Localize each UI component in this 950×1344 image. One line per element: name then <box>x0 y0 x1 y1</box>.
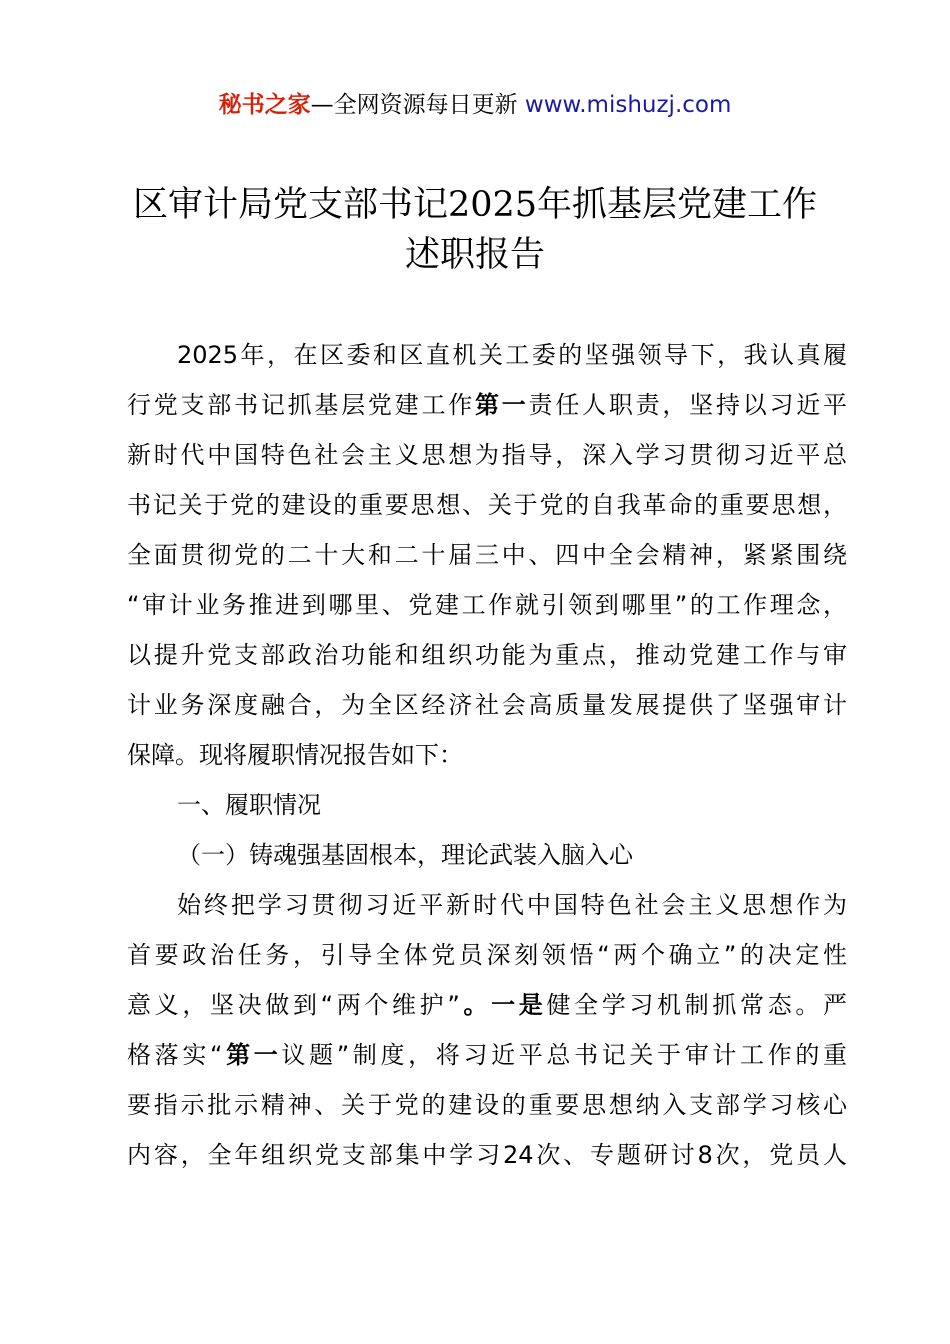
bold-text: 。一是 <box>459 991 547 1019</box>
paragraph-2-line <box>127 980 847 1030</box>
bold-text: 第一 <box>222 1041 282 1069</box>
paragraph-2-line: 内容，全年组织党支部集中学习24次、专题研讨8次，党员人 <box>127 1141 847 1169</box>
text-run: 责任人职责，坚持以习近平 <box>528 391 848 419</box>
brand-url-link[interactable]: www.mishuzj.com <box>524 92 732 118</box>
paragraph-1-line: 保障。现将履职情况报告如下： <box>127 741 463 769</box>
paragraph-1-line: 2025年，在区委和区直机关工委的坚强领导下，我认真履 <box>177 341 847 369</box>
brand-header <box>0 88 950 122</box>
text-run: 行党支部书记抓基层党建工作 <box>127 391 475 419</box>
title-line-2: 述职报告 <box>404 235 545 275</box>
text-run: 议题”制度，将习近平总书记关于审计工作的重 <box>281 1041 848 1069</box>
paragraph-2-line <box>127 1030 847 1080</box>
brand-name: 秘书之家 <box>218 92 311 118</box>
paragraph-1-line: 以提升党支部政治功能和组织功能为重点，推动党建工作与审 <box>127 641 847 669</box>
paragraph-1-line: 计业务深度融合，为全区经济社会高质量发展提供了坚强审计 <box>127 691 847 719</box>
paragraph-2-line: 首要政治任务，引导全体党员深刻领悟“两个确立”的决定性 <box>127 941 847 969</box>
brand-tagline: —全网资源每日更新 <box>310 92 518 118</box>
paragraph-1-line: 全面贯彻党的二十大和二十届三中、四中全会精神，紧紧围绕 <box>127 541 847 569</box>
paragraph-2-line: 始终把学习贯彻习近平新时代中国特色社会主义思想作为 <box>177 891 847 919</box>
document-title <box>100 180 850 280</box>
text-run: 格落实“ <box>127 1041 223 1069</box>
document-body <box>127 330 847 1180</box>
subsection-heading: （一）铸魂强基固根本，理论武装入脑入心 <box>177 841 633 869</box>
text-run: 意义，坚决做到“两个维护” <box>127 991 460 1019</box>
bold-text: 第一 <box>475 391 529 419</box>
paragraph-1-line: 新时代中国特色社会主义思想为指导，深入学习贯彻习近平总 <box>127 441 847 469</box>
text-run: 健全学习机制抓常态。严 <box>546 991 848 1019</box>
paragraph-1-line: “审计业务推进到哪里、党建工作就引领到哪里”的工作理念， <box>127 591 847 619</box>
section-heading: 一、履职情况 <box>177 791 321 819</box>
title-line-1: 区审计局党支部书记2025年抓基层党建工作 <box>132 185 818 225</box>
paragraph-2-line: 要指示批示精神、关于党的建设的重要思想纳入支部学习核心 <box>127 1091 847 1119</box>
paragraph-1-line <box>127 380 847 430</box>
paragraph-1-line: 书记关于党的建设的重要思想、关于党的自我革命的重要思想， <box>127 491 847 519</box>
